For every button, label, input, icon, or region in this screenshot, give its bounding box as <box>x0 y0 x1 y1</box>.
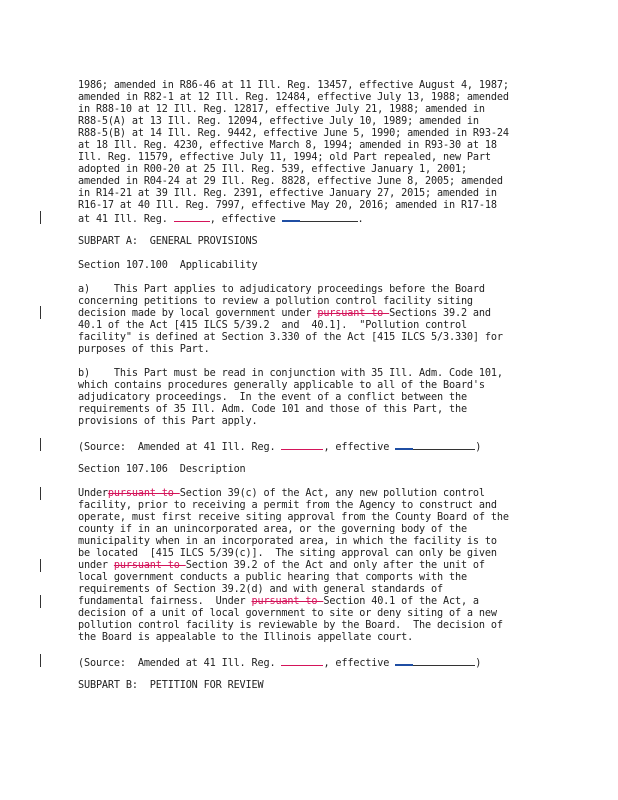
paragraph-line: Underpursuant to Section 39(c) of the Act, any new pollution control <box>78 488 485 499</box>
history-line: in R88-10 at 12 Ill. Reg. 12817, effective July 21, 1988; amended in <box>78 104 485 115</box>
paragraph-line: municipality when in an incorporated area, in which the facility is to <box>78 536 497 547</box>
history-line: amended in R82-1 at 12 Ill. Reg. 12484, effective July 13, 1988; amended <box>78 92 509 103</box>
change-bar <box>40 654 41 667</box>
paragraph-line: under pursuant to Section 39.2 of the Act and only after the unit of <box>78 560 485 571</box>
paragraph-line: local government conducts a public hearing that comports with the <box>78 572 467 583</box>
change-bar <box>40 211 41 224</box>
reg-page-blank <box>281 656 323 666</box>
deleted-text: pursuant to <box>317 308 390 319</box>
history-line: R88-5(B) at 14 Ill. Reg. 9442, effective June 5, 1990; amended in R93-24 <box>78 128 509 139</box>
paragraph-line: facility, prior to receiving a permit from the Agency to construct and <box>78 500 497 511</box>
change-bar <box>40 438 41 451</box>
paragraph-line: fundamental fairness. Under pursuant to Section 40.1 of the Act, a <box>78 596 479 607</box>
change-bar <box>40 559 41 572</box>
reg-page-blank <box>281 440 323 450</box>
paragraph-line: adjudicatory proceedings. In the event of a conflict between the <box>78 392 467 403</box>
paragraph-line: b) This Part must be read in conjunction with 35 Ill. Adm. Code 101, <box>78 368 503 379</box>
history-line: R88-5(A) at 13 Ill. Reg. 12094, effective July 10, 1989; amended in <box>78 116 479 127</box>
paragraph-line: purposes of this Part. <box>78 344 210 355</box>
subpart-a-heading: SUBPART A: GENERAL PROVISIONS <box>78 236 258 247</box>
paragraph-line: requirements of Section 39.2(d) and with general standards of <box>78 584 443 595</box>
effective-date-blank <box>395 656 475 666</box>
change-bar <box>40 595 41 608</box>
paragraph-line: the Board is appealable to the Illinois appellate court. <box>78 632 414 643</box>
paragraph-line: pollution control facility is reviewable by the Board. The decision of <box>78 620 503 631</box>
paragraph-line: decision of a unit of local government to site or deny siting of a new <box>78 608 497 619</box>
paragraph-line: facility" is defined at Section 3.330 of the Act [415 ILCS 5/3.330] for <box>78 332 503 343</box>
section-107-106-title: Section 107.106 Description <box>78 464 246 475</box>
paragraph-line: which contains procedures generally applicable to all of the Board's <box>78 380 485 391</box>
reg-page-blank <box>174 212 210 222</box>
change-bar <box>40 306 41 319</box>
effective-date-blank <box>282 212 358 222</box>
paragraph-line: concerning petitions to review a pollution control facility siting <box>78 296 473 307</box>
deleted-text: pursuant to <box>251 596 324 607</box>
source-note: (Source: Amended at 41 Ill. Reg. , effective ) <box>78 442 482 453</box>
history-line: 1986; amended in R86-46 at 11 Ill. Reg. 13457, effective August 4, 1987; <box>78 80 509 91</box>
deleted-text: pursuant to <box>107 488 180 499</box>
history-line: in R14-21 at 39 Ill. Reg. 2391, effective January 27, 2015; amended in <box>78 188 497 199</box>
paragraph-line: county if in an unincorporated area, or the governing body of the <box>78 524 467 535</box>
paragraph-line: decision made by local government under pursuant to Sections 39.2 and <box>78 308 491 319</box>
history-line: adopted in R00-20 at 25 Ill. Reg. 539, effective January 1, 2001; <box>78 164 467 175</box>
deleted-text: pursuant to <box>113 560 186 571</box>
paragraph-line: operate, must first receive siting approval from the County Board of the <box>78 512 509 523</box>
paragraph-line: be located [415 ILCS 5/39(c)]. The siting approval can only be given <box>78 548 497 559</box>
change-bar <box>40 487 41 500</box>
history-line: amended in R04-24 at 29 Ill. Reg. 8828, effective June 8, 2005; amended <box>78 176 503 187</box>
paragraph-line: 40.1 of the Act [415 ILCS 5/39.2 and 40.1]. "Pollution control <box>78 320 467 331</box>
paragraph-line: a) This Part applies to adjudicatory proceedings before the Board <box>78 284 485 295</box>
paragraph-line: provisions of this Part apply. <box>78 416 258 427</box>
section-107-100-title: Section 107.100 Applicability <box>78 260 258 271</box>
source-note: (Source: Amended at 41 Ill. Reg. , effective ) <box>78 658 482 669</box>
history-line-last: at 41 Ill. Reg. , effective . <box>78 214 364 225</box>
paragraph-line: requirements of 35 Ill. Adm. Code 101 and those of this Part, the <box>78 404 467 415</box>
effective-date-blank <box>395 440 475 450</box>
subpart-b-heading: SUBPART B: PETITION FOR REVIEW <box>78 680 264 691</box>
history-line: at 18 Ill. Reg. 4230, effective March 8, 1994; amended in R93-30 at 18 <box>78 140 497 151</box>
history-line: Ill. Reg. 11579, effective July 11, 1994; old Part repealed, new Part <box>78 152 491 163</box>
history-line: R16-17 at 40 Ill. Reg. 7997, effective May 20, 2016; amended in R17-18 <box>78 200 497 211</box>
